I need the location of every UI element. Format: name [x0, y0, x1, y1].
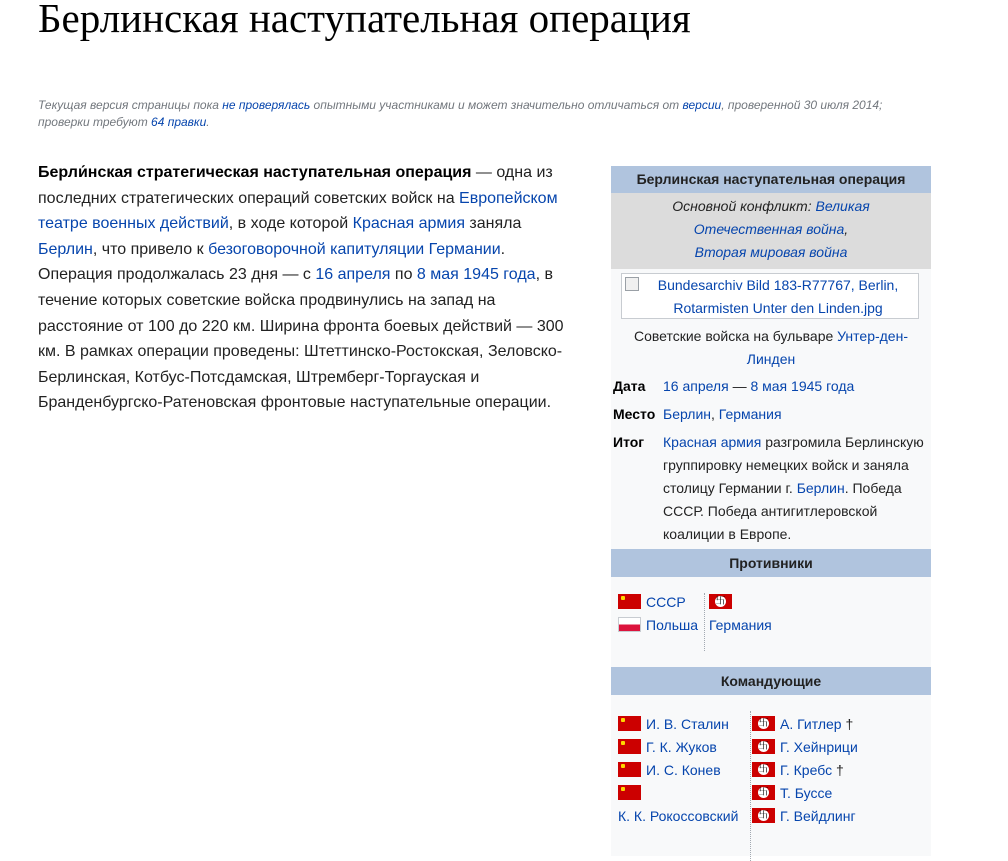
- commanders-heading: Командующие: [611, 667, 931, 695]
- dagger-mark: †: [841, 716, 854, 732]
- result-berlin-link[interactable]: Берлин: [796, 480, 845, 496]
- commander-hitler: [752, 713, 858, 736]
- date-row: [611, 375, 931, 398]
- place-label: Место: [613, 406, 656, 422]
- result-label: Итог: [613, 434, 645, 450]
- infobox-main-conflict: Основной конфликт: Великая Отечественная война, Вторая мировая война: [611, 193, 931, 269]
- reviewed-version-link[interactable]: версии: [682, 98, 722, 112]
- not-reviewed-link[interactable]: не проверялась: [222, 98, 311, 112]
- may-8-link[interactable]: 8 мая: [416, 266, 459, 284]
- ussr-flag-icon: [618, 762, 641, 777]
- ussr-flag-icon: [618, 716, 641, 731]
- image-alt-text: Bundesarchiv Bild 183-R77767, Berlin, Rotarmisten Unter den Linden.jpg: [657, 277, 899, 316]
- red-army-link[interactable]: Красная армия: [352, 215, 465, 233]
- date-may-8-link[interactable]: 8 мая: [750, 378, 788, 394]
- date-label: Дата: [613, 378, 646, 394]
- hitler-link[interactable]: А. Гитлер: [780, 716, 842, 732]
- ussr-flag-icon: [618, 739, 641, 754]
- place-value: Берлин, Германия: [663, 406, 782, 422]
- opponents-heading: Противники: [611, 549, 931, 577]
- opponents-divider: [704, 593, 705, 651]
- flagged-revision-notice: Текущая версия страницы пока не проверялась опытными участниками и может значительно отличаться от версии, проверенной 30 июля 2014; проверки требуют 64 правки.: [38, 98, 883, 129]
- nazi-germany-flag-icon: [752, 739, 775, 754]
- article-subject: Берли́нская стратегическая наступательная операция: [38, 164, 472, 181]
- nazi-germany-flag-icon: [752, 808, 775, 823]
- commander-konev: [618, 759, 738, 782]
- place-germany-link[interactable]: Германия: [718, 406, 782, 422]
- commander-weidling: [752, 805, 858, 828]
- krebs-link[interactable]: Г. Кребс: [780, 762, 833, 778]
- great-patriotic-war-link[interactable]: Великая Отечественная война: [693, 198, 870, 237]
- heinrici-link[interactable]: Г. Хейнрици: [780, 739, 858, 755]
- busse-link[interactable]: Т. Буссе: [780, 785, 833, 801]
- commander-rokossovsky-flag: [618, 782, 738, 805]
- surrender-link[interactable]: безоговорочной капитуляции Германии: [208, 240, 501, 258]
- nazi-germany-flag-icon: [752, 785, 775, 800]
- german-commanders: [752, 713, 858, 828]
- soviet-commanders: [618, 713, 738, 828]
- result-value: Красная армия разгромила Берлинскую группировку немецких войск и заняла столицу Германии г. Берлин. Победа СССР. Победа антигитлеровской коалиции в Европе.: [663, 434, 924, 542]
- broken-image-icon: [625, 277, 639, 291]
- world-war-2-link[interactable]: Вторая мировая война: [694, 244, 848, 260]
- zhukov-link[interactable]: Г. К. Жуков: [646, 739, 717, 755]
- commander-heinrici: [752, 736, 858, 759]
- date-april-16-link[interactable]: 16 апреля: [663, 378, 729, 394]
- nazi-germany-flag-icon: [752, 762, 775, 777]
- commander-busse: [752, 782, 858, 805]
- commanders-divider: [750, 711, 751, 861]
- infobox: [611, 166, 931, 856]
- commander-rokossovsky: [618, 805, 738, 828]
- poland-link[interactable]: Польша: [646, 617, 699, 633]
- poland-flag-icon: [618, 617, 641, 632]
- april-16-link[interactable]: 16 апреля: [315, 266, 391, 284]
- weidling-link[interactable]: Г. Вейдлинг: [780, 808, 856, 824]
- ussr-link[interactable]: СССР: [646, 594, 686, 610]
- commander-stalin: [618, 713, 738, 736]
- nazi-germany-flag-icon: [752, 716, 775, 731]
- infobox-image[interactable]: [621, 273, 919, 319]
- result-red-army-link[interactable]: Красная армия: [663, 434, 762, 450]
- berlin-link[interactable]: Берлин: [38, 240, 93, 258]
- opponents-right: [709, 591, 772, 637]
- ussr-flag-icon: [618, 594, 641, 609]
- infobox-title: Берлинская наступательная операция: [611, 166, 931, 193]
- dagger-mark: †: [832, 762, 844, 778]
- nazi-germany-flag-icon: [709, 594, 732, 609]
- result-row: [611, 431, 931, 546]
- date-year-link[interactable]: 1945 года: [791, 378, 855, 394]
- pending-edits-link[interactable]: 64 правки: [151, 115, 207, 129]
- european-theatre-link[interactable]: Европейском театре военных действий: [38, 189, 558, 233]
- page-title: Берлинская наступательная операция: [38, 0, 691, 41]
- ussr-flag-icon: [618, 785, 641, 800]
- commanders-table: [611, 695, 931, 851]
- rokossovsky-link[interactable]: К. К. Рокоссовский: [618, 808, 739, 824]
- commander-krebs: [752, 759, 858, 782]
- belligerent-ussr: [618, 591, 698, 614]
- stalin-link[interactable]: И. В. Сталин: [646, 716, 729, 732]
- opponents-left: [618, 591, 698, 637]
- belligerent-germany: [709, 614, 772, 637]
- date-value: 16 апреля — 8 мая 1945 года: [663, 378, 855, 394]
- image-caption: Советские войска на бульваре Унтер-ден-Линден: [633, 328, 908, 367]
- commander-zhukov: [618, 736, 738, 759]
- place-row: [611, 403, 931, 426]
- year-1945-link[interactable]: 1945 года: [463, 266, 536, 284]
- germany-link[interactable]: Германия: [709, 617, 772, 633]
- konev-link[interactable]: И. С. Конев: [646, 762, 721, 778]
- belligerent-poland: [618, 614, 698, 637]
- opponents-table: [611, 577, 931, 667]
- lead-paragraph: Берли́нская стратегическая наступательная операция — одна из последних стратегических операций советских войск на Европейском театре военных действий, в ходе которой Красная армия заняла Берлин, что привело к безоговорочной капитуляции Германии. Операция продолжалась 23 дня — с 16 апреля по 8 мая 1945 года, в течение которых советские войска продвинулись на запад на расстояние от 100 до 220 км. Ширина фронта боевых действий — 300 км. В рамках операции проведены: Штеттинско-Ростокская, Зеловско-Берлинская, Котбус-Потсдамская, Штремберг-Торгауская и Бранденбургско-Ратеновская фронтовые наступательные операции.: [38, 164, 564, 412]
- place-berlin-link[interactable]: Берлин: [663, 406, 712, 422]
- germany-flag-row: [709, 591, 772, 614]
- unter-den-linden-link[interactable]: Унтер-ден-Линден: [746, 328, 908, 367]
